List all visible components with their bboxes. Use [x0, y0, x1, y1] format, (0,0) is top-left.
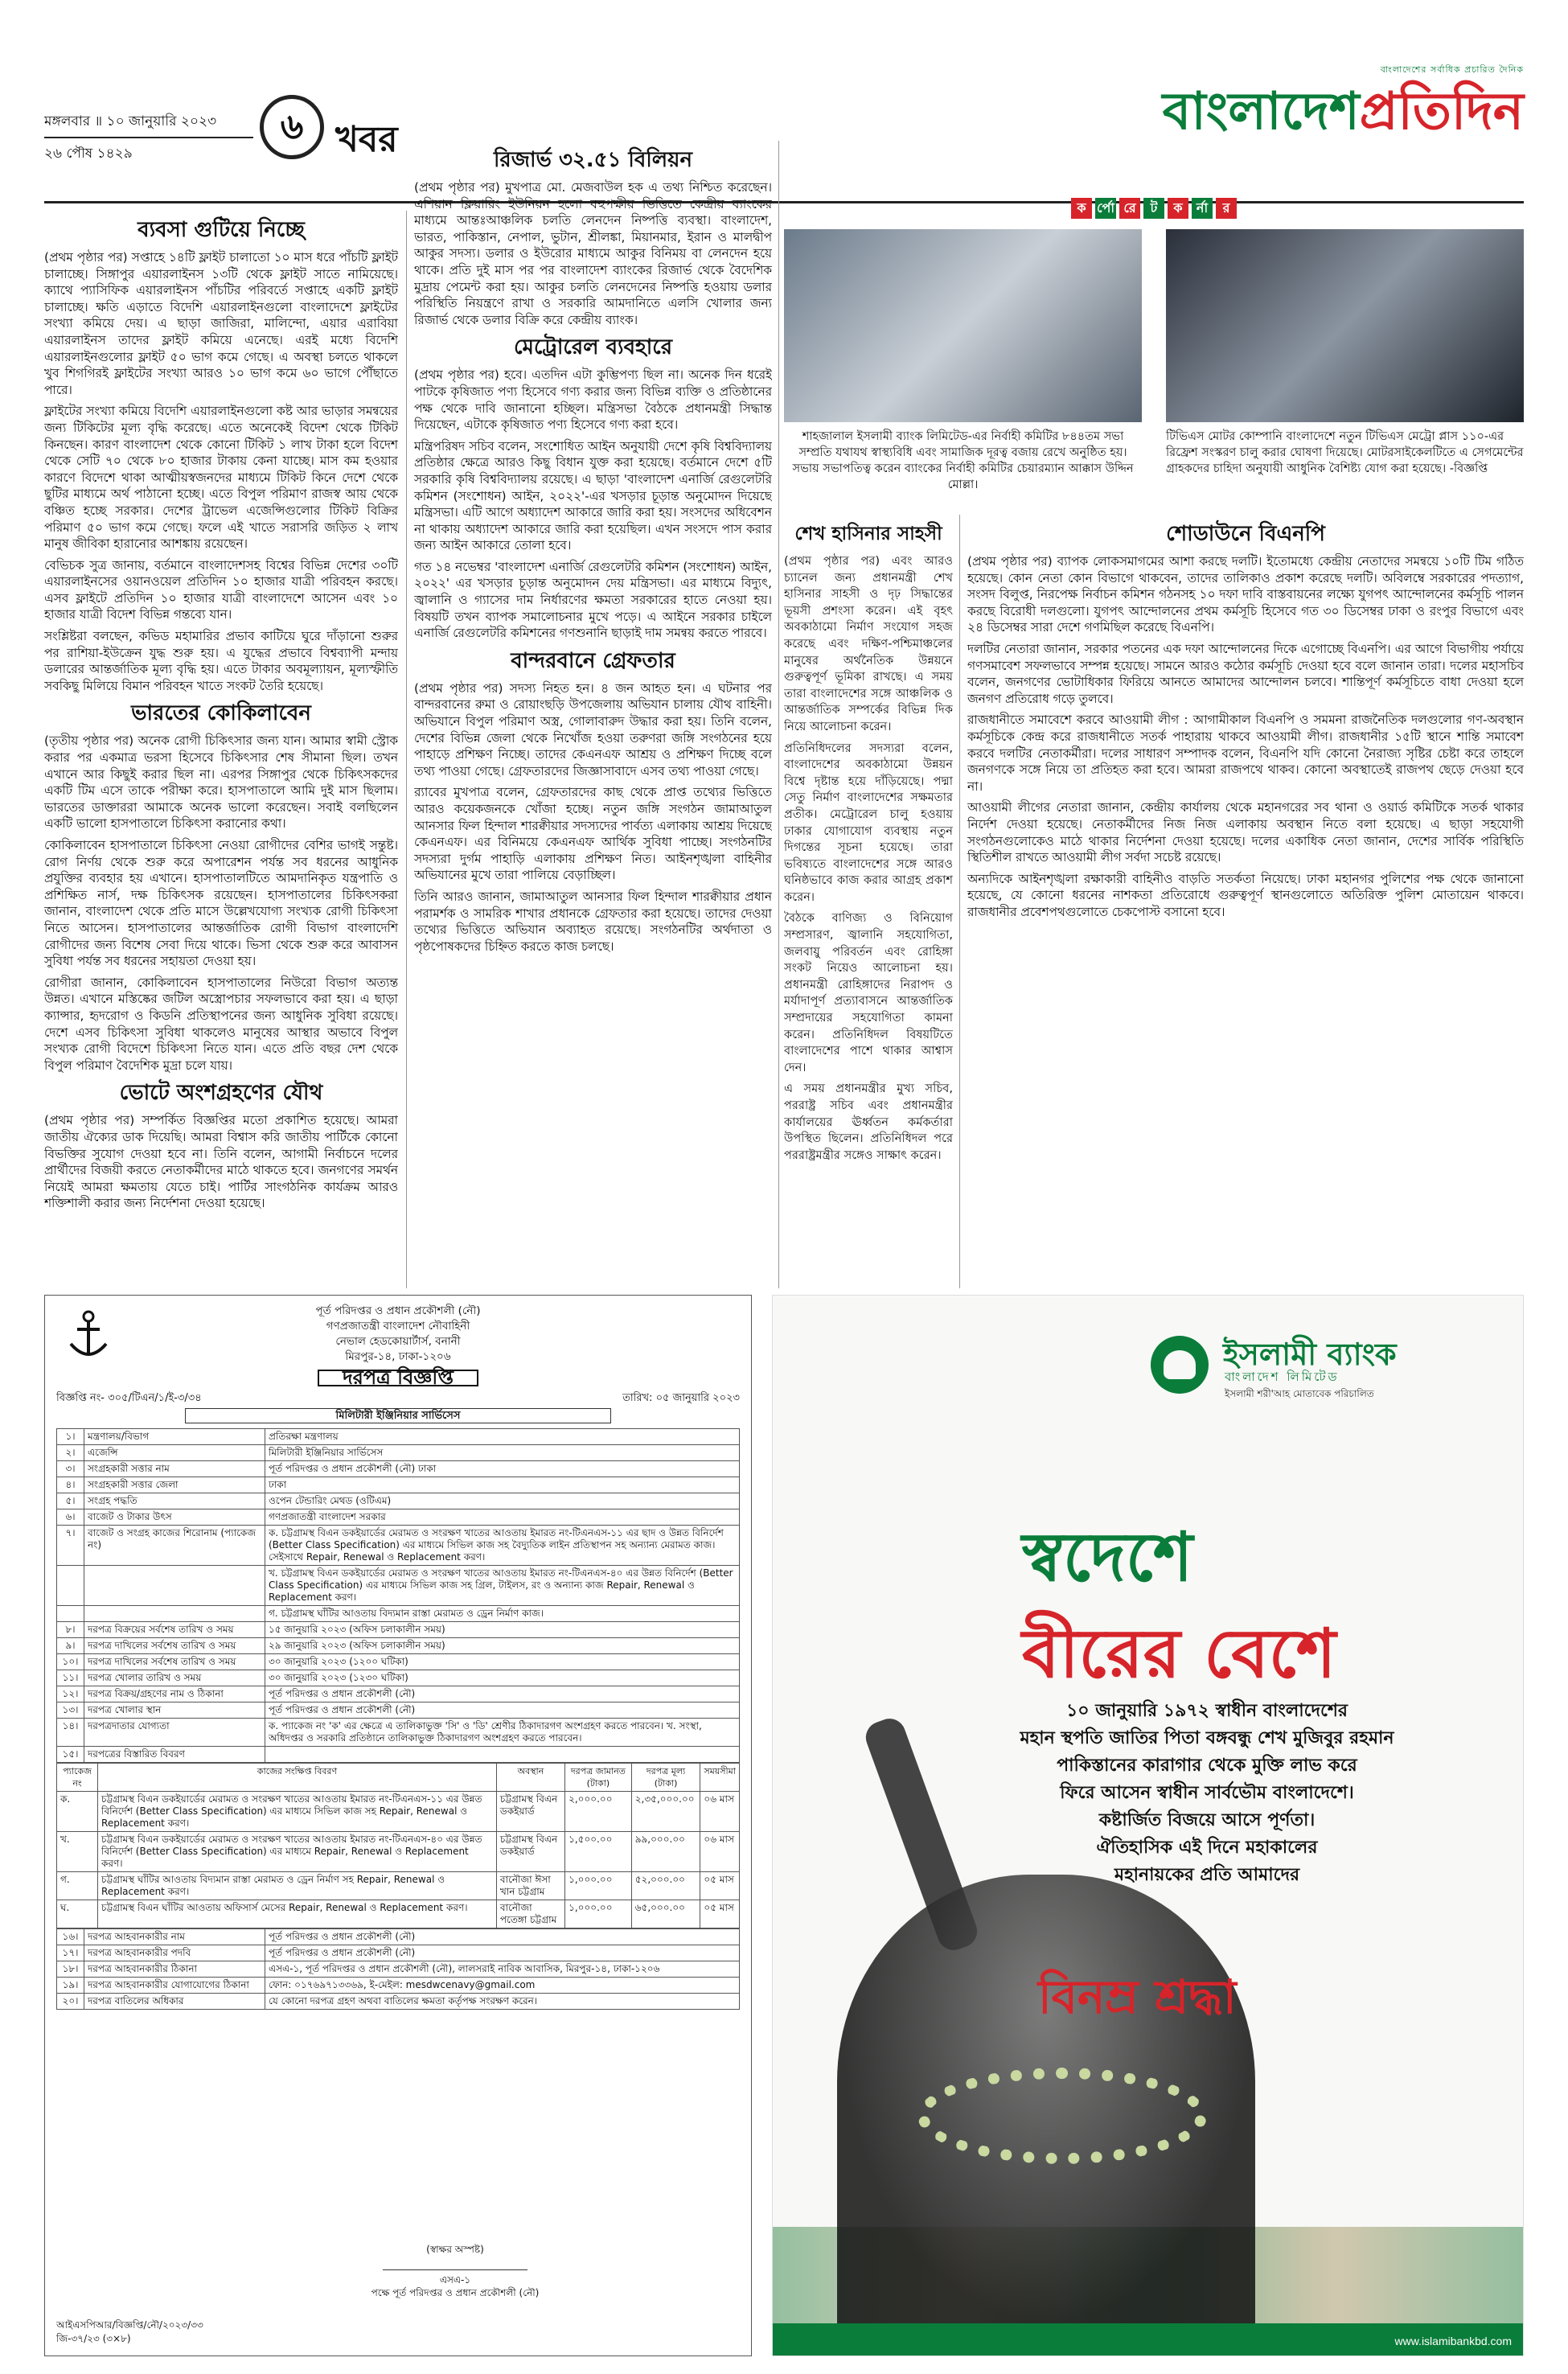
table-row: [57, 1719, 740, 1747]
table-row: [57, 1429, 740, 1445]
table-row: [57, 1566, 740, 1606]
motorcycle-launch-photo: [1166, 229, 1524, 422]
article-paragraph: (প্রথম পৃষ্ঠার পর) সম্পর্কিত বিজ্ঞপ্তির মতো প্রকাশিত হয়েছে। আমরা জাতীয় ঐক্যের ডাক দিয়েছি। আমরা বিশ্বাস করি জাতীয় পার্টিকে কোনো বিভক্তির সুযোগ দেওয়া হবে না। তিনি বলেন, আগামী নির্বাচনে দলের প্রার্থীদের বিজয়ী করতে নেতাকর্মীদের মাঠে থাকতে হবে। জনগণের সমর্থন নিয়েই আমরা ক্ষমতায় যেতে চাই। পার্টির সাংগঠনিক কার্যক্রম আরও শক্তিশালী করার জন্য নির্দেশনা দেওয়া হয়েছে।: [44, 1113, 398, 1211]
lot-cell-fee: ১,০০০.০০: [565, 1872, 632, 1900]
title-letter: ক: [1168, 198, 1188, 219]
garland-image: [917, 2068, 1207, 2164]
row-number: ৫।: [57, 1493, 84, 1509]
table-row: [57, 1477, 740, 1493]
row-value: ক. প্যাকেজ নং 'ক' এর ক্ষেত্রে এ তালিকাভুক্ত 'সি' ও 'ডি' শ্রেণীর ঠিকাদারগণ অংশগ্রহণ করতে পারবেন। খ. সংস্থা, অধিদপ্তর ও সরকারি প্রতিষ্ঠানে তালিকাভুক্ত ঠিকাদারগণ অংশগ্রহণ করতে পারবেন।: [265, 1719, 740, 1747]
row-number: [57, 1606, 84, 1622]
ad-body-line: কষ্টার্জিত বিজয়ে আসে পূর্ণতা।: [1098, 1810, 1316, 1830]
row-label: দরপত্র বাতিলের অধিকার: [84, 1994, 265, 2010]
lot-cell-loc: বানৌজা ঈসা খান চট্টগ্রাম: [496, 1872, 564, 1900]
lot-cell-time: ০৬ মাস: [700, 1792, 740, 1832]
row-label: বাজেট ও সংগ্রহ কাজের শিরোনাম (প্যাকেজ নং): [84, 1526, 265, 1566]
row-value: মিলিটারী ইঞ্জিনিয়ার সার্ভিসেস: [265, 1445, 740, 1461]
lot-cell-time: ০৬ মাস: [700, 1832, 740, 1872]
ad-body-line: ঐতিহাসিক এই দিনে মহাকালের: [1096, 1838, 1318, 1858]
ad-body: [901, 1698, 1513, 1889]
row-label: দরপত্র বিক্রয়/গ্রহণের নাম ও ঠিকানা: [84, 1686, 265, 1702]
article-paragraph: (প্রথম পৃষ্ঠার পর) সদস্য নিহত হন। ৪ জন আহত হন। এ ঘটনার পর বান্দরবানের রুমা ও রোয়াংছড়ি উপজেলায় অভিযান চালায় যৌথ বাহিনী। অভিযানে বিপুল পরিমাণ অস্ত্র, গোলাবারুদ উদ্ধার করা হয়। তিনি বলেন, দেশের বিভিন্ন জেলা থেকে নিখোঁজ হওয়া তরুণরা জঙ্গি সংগঠনের হয়ে পাহাড়ে প্রশিক্ষণ নিচ্ছে। তাদের কেএনএফ আশ্রয় ও প্রশিক্ষণ দিচ্ছে বলে তথ্য পাওয়া গেছে। গ্রেফতারদের জিজ্ঞাসাবাদে এসব তথ্য পাওয়া গেছে।: [414, 680, 772, 778]
lot-cell-sec: ৬৫,০০০.০০: [631, 1900, 700, 1928]
lot-cell-desc: চট্টগ্রামস্থ ঘাঁটির আওতায় বিদ্যমান রাস্তা মেরামত ও ড্রেন নির্মাণ সহ Repair, Renewal ও Replacement করণ।: [98, 1872, 497, 1900]
bank-logo-name: ইসলামী ব্যাংক: [1223, 1337, 1397, 1372]
row-value: [265, 1747, 740, 1763]
table-row: [57, 1994, 740, 2010]
article-paragraph: (প্রথম পৃষ্ঠার পর) ব্যাপক লোকসমাগমের আশা করছে দলটি। ইতোমধ্যে কেন্দ্রীয় নেতাদের সমন্বয়ে ১০টি টিম গঠিত হয়েছে। কোন নেতা কোন বিভাগে থাকবেন, তাদের তালিকাও প্রকাশ করেছে দলটি। অবিলম্বে সরকারের পদত্যাগ, সংসদ বিলুপ্ত, নিরপেক্ষ নির্বাচন কমিশন গঠনসহ ১০ দফা দাবি বাস্তবায়নের লক্ষ্যে যুগপৎ আন্দোলনের কর্মসূচি পালন করছে বিরোধী দলগুলো। যুগপৎ আন্দোলনের প্রথম কর্মসূচি হিসেবে গত ৩০ ডিসেম্বর ঢাকা ও রংপুর বিভাগে এবং ২৪ ডিসেম্বর সারা দেশে গণমিছিল করেছে বিএনপি।: [967, 554, 1524, 635]
row-number: ৭।: [57, 1526, 84, 1566]
table-row: [57, 1978, 740, 1994]
row-value: পূর্ত পরিদপ্তর ও প্রধান প্রকৌশলী (নৌ) ঢাকা: [265, 1461, 740, 1477]
row-number: ১।: [57, 1429, 84, 1445]
date-box: [44, 108, 253, 170]
headline-kokilaben: ভারতের কোকিলাবেন: [131, 701, 311, 726]
lot-column-header: অবস্থান: [496, 1764, 564, 1792]
article-paragraph: অন্যদিকে আইনশৃঙ্খলা রক্ষাকারী বাহিনীও বাড়তি সতর্কতা নিয়েছে। ঢাকা মহানগর পুলিশের পক্ষ থেকে জানানো হয়েছে, যে কোনো ধরনের নাশকতা প্রতিরোধে গুরুত্বপূর্ণ স্থানগুলোতে অতিরিক্ত পুলিশ মোতায়েন থাকবে। রাজধানীর প্রবেশপথগুলোতে চেকপোস্ট বসানো হবে।: [967, 871, 1524, 919]
row-label: বাজেট ও টাকার উৎস: [84, 1509, 265, 1526]
ad-respect: বিনম্র শ্রদ্ধা: [1038, 1969, 1237, 2024]
table-row: [57, 1945, 740, 1961]
table-row: [57, 1509, 740, 1526]
lot-cell-sec: ২,৩৫,০০০.০০: [631, 1792, 700, 1832]
photo-caption: শাহজালাল ইসলামী ব্যাংক লিমিটেড-এর নির্বাহী কমিটির ৮৪৪তম সভা সম্প্রতি যথাযথ স্বাস্থ্যবিধি এবং সামাজিক দূরত্ব বজায় রেখে অনুষ্ঠিত হয়। সভায় সভাপতিত্ব করেন ব্যাংকের নির্বাহী কমিটির চেয়ারম্যান আক্কাস উদ্দিন মোল্লা।: [792, 430, 1134, 491]
row-value: পূর্ত পরিদপ্তর ও প্রধান প্রকৌশলী (নৌ): [265, 1929, 740, 1945]
row-label: দরপত্রদাতার যোগ্যতা: [84, 1719, 265, 1747]
row-value: ২৯ জানুয়ারি ২০২৩ (অফিস চলাকালীন সময়): [265, 1638, 740, 1654]
article-paragraph: ফ্লাইটের সংখ্যা কমিয়ে বিদেশি এয়ারলাইনগুলো কষ্ট আর ভাড়ার সমন্বয়ের জন্য টিকিটের মূল্য বৃদ্ধি করেছে। এতে অনেকেই বিদেশ থেকে টিকিট কিনছেন। কারণ বাংলাদেশ থেকে কোনো টিকিট ১ লাখ টাকা হলে বিদেশ থেকে সেটি ৭০ থেকে ৮০ হাজার টাকায় কেনা যাচ্ছে। মাস কম হওয়ার কারণে বিদেশে থাকা আত্মীয়স্বজনদের মাধ্যমে টিকিট কিনে দেশে থেকে ছুটির মাধ্যমে অর্থ পাঠানো হচ্ছে। এতে বিপুল পরিমাণ রাজস্ব আয় থেকে বঞ্চিত হচ্ছে সরকার। দেশের ট্রাভেল এজেন্সিগুলোর টিকিট বিক্রির পরিমাণ ৫০ ভাগ কমে গেছে। ফলে এই খাতে সরাসরি জড়িত ২ লাখ মানুষ জীবিকা হারানোর আশঙ্কায় রয়েছেন।: [44, 404, 398, 552]
ad-headline: স্বদেশে: [1022, 1518, 1193, 1596]
headline-metrorail: মেট্রোরেল ব্যবহারে: [513, 335, 673, 360]
table-row: [57, 1654, 740, 1670]
article-paragraph: (প্রথম পৃষ্ঠার পর) মুখপাত্র মো. মেজবাউল হক এ তথ্য নিশ্চিত করেছেন। এশিয়ান ক্লিয়ারিং ইউনিয়ন হলো বহুপক্ষীয় ভিত্তিতে কেন্দ্রীয় ব্যাংকের মাধ্যমে আন্তঃআঞ্চলিক চলতি লেনদেন নিষ্পত্তি ব্যবস্থা। বাংলাদেশ, ভারত, পাকিস্তান, নেপাল, ভুটান, শ্রীলঙ্কা, মিয়ানমার, ইরান ও মালদ্বীপ আকুর সদস্য। ডলার ও ইউরোর মাধ্যমে আকুর বিনিময় বা লেনদেন হয়ে থাকে। প্রতি দুই মাস পর পর বাংলাদেশ ব্যাংকের রিজার্ভ থেকে বৈদেশিক মুদ্রায় পেমেন্ট করা হয়। আকুর চলতি লেনদেনের নিষ্পত্তি হওয়ায় ডলার পরিস্থিতি নিয়ন্ত্রণে রাখা ও সরকারি আমদানিতে এলসি খোলার জন্য রিজার্ভ থেকে ডলার বিক্রি করে কেন্দ্রীয় ব্যাংক।: [414, 180, 772, 327]
row-label: দরপত্র বিক্রয়ের সর্বশেষ তারিখ ও সময়: [84, 1622, 265, 1638]
table-row: [57, 1747, 740, 1763]
title-letter: র্পো: [1095, 198, 1116, 219]
tender-footer-code: জি-৩৭/২৩ (৩×৮): [56, 2333, 131, 2344]
table-row: [57, 1792, 740, 1832]
tender-header-line: গণপ্রজাতন্ত্রী বাংলাদেশ নৌবাহিনী: [326, 1320, 470, 1333]
bank-logo-tagline: ইসলামী শরী'আহ মোতাবেক পরিচালিত: [1225, 1388, 1374, 1399]
lot-cell-time: ০৫ মাস: [700, 1900, 740, 1928]
logo-accent: প্রতিদিন: [1359, 82, 1524, 142]
article-paragraph: কোকিলাবেন হাসপাতালে চিকিৎসা নেওয়া রোগীদের বেশির ভাগই সন্তুষ্ট। রোগ নির্ণয় থেকে শুরু করে অপারেশন পর্যন্ত সব ধরনের আধুনিক প্রযুক্তির ব্যবহার হয় এখানে। হাসপাতালটিতে আমদানিকৃত যন্ত্রপাতি ও প্রশিক্ষিত নার্স, দক্ষ চিকিৎসক রয়েছেন। হাসপাতালের চিকিৎসকরা জানান, বাংলাদেশ থেকে প্রতি মাসে উল্লেখযোগ্য সংখ্যক রোগী চিকিৎসা নিতে আসেন। হাসপাতালের আন্তর্জাতিক রোগী বিভাগ বাংলাদেশি রোগীদের জন্য বিশেষ সেবা দিয়ে থাকে। ভিসা থেকে শুরু করে আবাসন সুবিধা পর্যন্ত সব ধরনের সহায়তা দেওয়া হয়।: [44, 838, 398, 969]
row-number: ১৪।: [57, 1719, 84, 1747]
table-row: [57, 1445, 740, 1461]
article-paragraph: (প্রথম পৃষ্ঠার পর) এবং আরও চ্যানেল জন্য প্রধানমন্ত্রী শেখ হাসিনার সাহসী ও দৃঢ় সিদ্ধান্তের ভূয়সী প্রশংসা করেন। এই বৃহৎ অবকাঠামো নির্মাণ সংযোগ সহজ করেছে এবং দক্ষিণ-পশ্চিমাঞ্চলের মানুষের অর্থনৈতিক উন্নয়নে গুরুত্বপূর্ণ ভূমিকা রাখছে। এ সময় তারা বাংলাদেশের সঙ্গে আঞ্চলিক ও আন্তর্জাতিক সম্পর্কের বিভিন্ন দিক নিয়ে আলোচনা করেন।: [784, 554, 953, 733]
logo-tagline: বাংলাদেশের সর্বাধিক প্রচারিত দৈনিক: [1380, 64, 1524, 75]
row-number: ১৭।: [57, 1945, 84, 1961]
table-row: [57, 1900, 740, 1928]
column-4: [967, 515, 1524, 1288]
title-letter: রে: [1119, 198, 1140, 219]
signature-block: [335, 2243, 576, 2299]
article-paragraph: মন্ত্রিপরিষদ সচিব বলেন, সংশোধিত আইন অনুযায়ী দেশে কৃষি বিশ্ববিদ্যালয় প্রতিষ্ঠার ক্ষেত্রে আরও কিছু বিধান যুক্ত করা হয়েছে। বর্তমানে দেশে ৫টি সরকারি কৃষি বিশ্ববিদ্যালয় রয়েছে। এ ছাড়া 'বাংলাদেশ এনার্জি রেগুলেটরি কমিশন (সংশোধন) আইন, ২০২২'-এর খসড়ার চূড়ান্ত অনুমোদন দিয়েছে মন্ত্রিসভা। এটি আগে অধ্যাদেশ আকারে জারি করা হয়। সংসদের অধিবেশন না থাকায় অধ্যাদেশ আকারে জারি করা হয়েছিল। এখন সংসদে পাস করার জন্য আইন আকারে তোলা হবে।: [414, 438, 772, 553]
row-label: দরপত্র দাখিলের সর্বশেষ তারিখ ও সময়: [84, 1654, 265, 1670]
page-number: ৬: [260, 95, 324, 159]
article-paragraph: র‍্যাবের মুখপাত্র বলেন, গ্রেফতারদের কাছ থেকে প্রাপ্ত তথ্যের ভিত্তিতে আরও কয়েকজনকে খোঁজা হচ্ছে। নতুন জঙ্গি সংগঠন জামাআতুল আনসার ফিল হিন্দাল শারক্বীয়ার সদস্যদের পার্বত্য এলাকায় আশ্রয় দিয়েছে কেএনএফ। এর বিনিময়ে কেএনএফ আর্থিক সুবিধা পাচ্ছে। সংগঠনটির সদস্যরা দুর্গম পাহাড়ি এলাকায় প্রশিক্ষণ নিত। আইনশৃঙ্খলা বাহিনীর অভিযানের মুখে তারা পালিয়ে বেড়াচ্ছিল।: [414, 785, 772, 883]
lot-cell-id: খ.: [57, 1832, 98, 1872]
signature-line: পক্ষে পূর্ত পরিদপ্তর ও প্রধান প্রকৌশলী (নৌ): [371, 2287, 540, 2298]
lot-column-header: কাজের সংক্ষিপ্ত বিবরণ: [98, 1764, 497, 1792]
column-1: [44, 211, 398, 1288]
lot-cell-desc: চট্টগ্রামস্থ বিএন ঘাঁটির আওতায় অফিসার্স মেসের Repair, Renewal ও Replacement করণ।: [98, 1900, 497, 1928]
ad-body-line: মহান স্থপতি জাতির পিতা বঙ্গবন্ধু শেখ মুজিবুর রহমান: [1020, 1728, 1394, 1748]
bangla-date: ২৬ পৌষ ১৪২৯: [44, 146, 133, 162]
title-letter: র্না: [1192, 198, 1213, 219]
row-value: গণপ্রজাতন্ত্রী বাংলাদেশ সরকার: [265, 1509, 740, 1526]
article-paragraph: (প্রথম পৃষ্ঠার পর) সপ্তাহে ১৪টি ফ্লাইট চালাতো ১০ মাস ধরে পাঁচটি ফ্লাইট চালাচ্ছে। সিঙ্গাপুর এয়ারলাইনস ১৩টি থেকে ফ্লাইট সাতে নামিয়েছে। ক্যাথে প্যাসিফিক এয়ারলাইনস পাঁচটির পরিবর্তে সপ্তাহে একটি ফ্লাইট চালাচ্ছে। ক্ষতি এড়াতে বিদেশি এয়ারলাইনগুলো বাংলাদেশে ফ্লাইটের সংখ্যা কমিয়ে দেয়। এ ছাড়া জাজিরা, মালিন্দো, এয়ার এরাবিয়া এয়ারলাইনস তাদের ফ্লাইট কমিয়ে এনেছে। এরই মধ্যে বিদেশি এয়ারলাইনগুলোর ফ্লাইট ৫০ ভাগ কমে গেছে। এ অবস্থা চলতে থাকলে খুব শিগগিরই ফ্লাইটের সংখ্যা আরও ১০ ভাগ কমে ৬০ ভাগে পৌঁছাতে পারে।: [44, 250, 398, 397]
column-divider: [406, 211, 407, 1288]
article-paragraph: প্রতিনিধিদলের সদস্যরা বলেন, বাংলাদেশের অবকাঠামো উন্নয়ন বিশ্বে দৃষ্টান্ত হয়ে দাঁড়িয়েছে। পদ্মা সেতু নির্মাণ বাংলাদেশের সক্ষমতার প্রতীক। মেট্রোরেল চালু হওয়ায় ঢাকার যোগাযোগ ব্যবস্থায় নতুন দিগন্তের সূচনা হয়েছে। তারা ভবিষ্যতে বাংলাদেশের সঙ্গে আরও ঘনিষ্ঠভাবে কাজ করার আগ্রহ প্রকাশ করেন।: [784, 741, 953, 904]
title-letter: ক: [1071, 198, 1092, 219]
lot-cell-fee: ১,০০০.০০: [565, 1900, 632, 1928]
lot-cell-loc: চট্টগ্রামস্থ বিএন ডকইয়ার্ড: [496, 1832, 564, 1872]
row-number: ১০।: [57, 1654, 84, 1670]
row-number: [57, 1566, 84, 1606]
row-number: ৩।: [57, 1461, 84, 1477]
article-paragraph: রোগীরা জানান, কোকিলাবেন হাসপাতালের নিউরো বিভাগ অত্যন্ত উন্নত। এখানে মস্তিষ্কের জটিল অস্ত্রোপচার সফলভাবে করা হয়। এ ছাড়া ক্যান্সার, হৃদরোগ ও কিডনি প্রতিস্থাপনের জন্য আধুনিক সুবিধা রয়েছে। দেশে এসব চিকিৎসা সুবিধা থাকলেও মানুষের আস্থার অভাবে বিপুল সংখ্যক রোগী বিদেশে চিকিৎসা নিতে যান। এতে প্রতি বছর দেশ থেকে বিপুল পরিমাণ বৈদেশিক মুদ্রা চলে যায়।: [44, 975, 398, 1073]
lot-column-header: দরপত্র জামানত (টাকা): [565, 1764, 632, 1792]
ad-body-line: মহানায়কের প্রতি আমাদের: [1114, 1865, 1300, 1885]
photo-caption: টিভিএস মোটর কোম্পানি বাংলাদেশে নতুন টিভিএস মেট্রো প্লাস ১১০-এর রিফ্রেশ সংস্করণ চালু করার ঘোষণা দিয়েছে। মোটরসাইকেলটিতে এ সেগমেন্টের গ্রাহকদের চাহিদা অনুযায়ী আধুনিক বৈশিষ্ট্য যোগ করা হয়েছে। -বিজ্ঞপ্তি: [1166, 430, 1524, 475]
bank-advertisement: [772, 1295, 1524, 2356]
tender-header-line: মিরপুর-১৪, ঢাকা-১২০৬: [345, 1350, 451, 1363]
headline-business: ব্যবসা গুটিয়ে নিচ্ছে: [138, 218, 305, 242]
row-number: ১৫।: [57, 1747, 84, 1763]
row-value: পূর্ত পরিদপ্তর ও প্রধান প্রকৌশলী (নৌ): [265, 1702, 740, 1719]
row-number: ২০।: [57, 1994, 84, 2010]
tender-ref-date: তারিখ: ০৫ জানুয়ারি ২০২৩: [622, 1392, 740, 1404]
article-paragraph: রাজধানীতে সমাবেশে করবে আওয়ামী লীগ : আগামীকাল বিএনপি ও সমমনা রাজনৈতিক দলগুলোর গণ-অবস্থান কর্মসূচিকে কেন্দ্র করে রাজধানীতে সতর্ক পাহারায় থাকবে আওয়ামী লীগ। রাজধানীর ১৫টি স্থানে শান্তি সমাবেশ করবে দলটির নেতাকর্মীরা। দলের সাধারণ সম্পাদক বলেন, বিএনপি যদি কোনো নৈরাজ্য সৃষ্টির চেষ্টা করে তাহলে জনগণকে সঙ্গে নিয়ে তা প্রতিহত করা হবে। আমরা রাজপথে থাকব। কোনো অবস্থাতেই রাজপথ ছেড়ে দেওয়া হবে না।: [967, 713, 1524, 794]
tender-header-line: পূর্ত পরিদপ্তর ও প্রধান প্রকৌশলী (নৌ): [315, 1304, 481, 1317]
tender-ref-number: বিজ্ঞপ্তি নং- ৩০৫/টিএন/১/ই-৩/৩৪: [56, 1392, 202, 1404]
column-divider: [778, 141, 779, 1288]
navy-anchor-icon: [64, 1307, 113, 1363]
row-label: [84, 1606, 265, 1622]
lot-column-header: দরপত্র মূল্য (টাকা): [631, 1764, 700, 1792]
tender-footer: [56, 2319, 740, 2346]
meeting-photo: [784, 229, 1142, 422]
table-row: [57, 1670, 740, 1686]
row-value: পূর্ত পরিদপ্তর ও প্রধান প্রকৌশলী (নৌ): [265, 1945, 740, 1961]
tender-organization: মিলিটারী ইঞ্জিনিয়ার সার্ভিসেস: [185, 1408, 611, 1423]
row-number: ১২।: [57, 1686, 84, 1702]
row-number: ১৯।: [57, 1978, 84, 1994]
table-row: [57, 1622, 740, 1638]
table-row: [57, 1832, 740, 1872]
tender-header-line: নেভাল হেডকোয়ার্টার্স, বনানী: [335, 1335, 461, 1348]
bank-logo-subtitle: বাংলাদেশ লিমিটেড: [1225, 1370, 1340, 1384]
table-row: [57, 1493, 740, 1509]
headline-reserve: রিজার্ভ ৩২.৫১ বিলিয়ন: [493, 148, 692, 172]
article-paragraph: দলটির নেতারা জানান, সরকার পতনের এক দফা আন্দোলনের দিকে এগোচ্ছে বিএনপি। এর আগে বিভাগীয় পর্যায়ে গণসমাবেশ সফলভাবে সম্পন্ন হয়েছে। সামনে আরও কঠোর কর্মসূচি দেওয়া হবে বলে জানান তারা। দলের মহাসচিব বলেন, জনগণের ভোটাধিকার ফিরিয়ে আনতে আমাদের আন্দোলন চলবে। শান্তিপূর্ণ কর্মসূচিতে বাধা দেওয়া হলে জনগণ প্রতিরোধ গড়ে তুলবে।: [967, 641, 1524, 706]
row-label: [84, 1566, 265, 1606]
table-row: [57, 1702, 740, 1719]
lot-cell-desc: চট্টগ্রামস্থ বিএন ডকইয়ার্ডের মেরামত ও সংরক্ষণ খাতের আওতায় ইমারত নং-টিএনএস-৪০ এর উন্নত বিনির্দেশ (Better Class Specification) এর মাধ্যমে Repair, Renewal ও Replacement করণ।: [98, 1832, 497, 1872]
logo-main: বাংলাদেশ: [1162, 82, 1360, 142]
table-row: [57, 1929, 740, 1945]
article-paragraph: এ সময় প্রধানমন্ত্রীর মুখ্য সচিব, পররাষ্ট্র সচিব এবং প্রধানমন্ত্রীর কার্যালয়ের ঊর্ধ্বতন কর্মকর্তারা উপস্থিত ছিলেন। প্রতিনিধিদল পরে পররাষ্ট্রমন্ত্রীর সঙ্গেও সাক্ষাৎ করেন।: [784, 1082, 953, 1162]
lot-column-header: প্যাকেজ নং: [57, 1764, 98, 1792]
lot-cell-fee: ১,৫০০.০০: [565, 1832, 632, 1872]
row-label: এজেন্সি: [84, 1445, 265, 1461]
table-row: [57, 1872, 740, 1900]
lot-cell-sec: ৫২,০০০.০০: [631, 1872, 700, 1900]
lot-cell-sec: ৯৯,০০০.০০: [631, 1832, 700, 1872]
row-number: ১৮।: [57, 1961, 84, 1978]
tender-reference: [56, 1391, 740, 1405]
tender-title: দরপত্র বিজ্ঞপ্তি: [318, 1370, 478, 1386]
tender-notice: [44, 1295, 752, 2356]
bank-logo-icon: [1151, 1336, 1209, 1394]
row-value: ঢাকা: [265, 1477, 740, 1493]
masthead: [44, 63, 1524, 191]
row-value: এসএ-১, পূর্ত পরিদপ্তর ও প্রধান প্রকৌশলী (নৌ), লালসরাই নাবিক আবাসিক, মিরপুর-১৪, ঢাকা-১২০৬: [265, 1961, 740, 1978]
corporate-corner: [784, 197, 1524, 515]
row-value: ওপেন টেন্ডারিং মেথড (ওটিএম): [265, 1493, 740, 1509]
tender-info-table: [56, 1428, 740, 1763]
row-label: দরপত্র দাখিলের সর্বশেষ তারিখ ও সময়: [84, 1638, 265, 1654]
row-value: ৩০ জানুয়ারি ২০২৩ (১২০০ ঘটিকা): [265, 1654, 740, 1670]
tender-contact-table: [56, 1928, 740, 2010]
table-row: [57, 1638, 740, 1654]
lot-cell-time: ০৫ মাস: [700, 1872, 740, 1900]
article-paragraph: আওয়ামী লীগের নেতারা জানান, কেন্দ্রীয় কার্যালয় থেকে মহানগরের সব থানা ও ওয়ার্ড কমিটিকে সতর্ক থাকার নির্দেশ দেওয়া হয়েছে। নেতাকর্মীদের নিজ নিজ এলাকায় অবস্থান নিতে বলা হয়েছে। এ ছাড়া সহযোগী সংগঠনগুলোকেও মাঠে থাকার নির্দেশনা দেওয়া হয়েছে। দলের একাধিক নেতা জানান, দেশের সার্বিক পরিস্থিতি স্থিতিশীল রাখতে আওয়ামী লীগ সর্বদা সচেষ্ট রয়েছে।: [967, 800, 1524, 865]
bank-logo: [1151, 1328, 1488, 1424]
row-label: দরপত্র আহবানকারীর পদবি: [84, 1945, 265, 1961]
article-paragraph: গত ১৪ নভেম্বর 'বাংলাদেশ এনার্জি রেগুলেটরি কমিশন (সংশোধন) আইন, ২০২২' এর খসড়ার চূড়ান্ত অনুমোদন দেয় মন্ত্রিসভা। এর মাধ্যমে বিদ্যুৎ, জ্বালানি ও গ্যাসের দাম নির্ধারণের ক্ষমতা সরকারের হাতে নেওয়া হয়। বিষয়টি তখন ব্যাপক সমালোচনার মুখে পড়ে। এ আইনে সরকার চাইলে এনার্জি রেগুলেটরি কমিশনের গণশুনানি ছাড়াই দাম সমন্বয় করতে পারবে।: [414, 559, 772, 641]
article-paragraph: বৈঠকে বাণিজ্য ও বিনিয়োগ সম্প্রসারণ, জ্বালানি সহযোগিতা, জলবায়ু পরিবর্তন এবং রোহিঙ্গা সংকট নিয়েও আলোচনা হয়। প্রধানমন্ত্রী রোহিঙ্গাদের নিরাপদ ও মর্যাদাপূর্ণ প্রত্যাবাসনে আন্তর্জাতিক সম্প্রদায়ের সহযোগিতা কামনা করেন। প্রতিনিধিদল বিষয়টিতে বাংলাদেশের পাশে থাকার আশ্বাস দেন।: [784, 911, 953, 1074]
row-number: ১১।: [57, 1670, 84, 1686]
row-label: দরপত্র আহবানকারীর নাম: [84, 1929, 265, 1945]
headline-bandarban: বান্দরবানে গ্রেফতার: [511, 648, 675, 673]
lot-cell-id: ক.: [57, 1792, 98, 1832]
logo-title: [1154, 78, 1524, 146]
title-letter: ট: [1143, 198, 1164, 219]
lot-cell-loc: বানৌজা পতেঙ্গা চট্টগ্রাম: [496, 1900, 564, 1928]
row-number: ২।: [57, 1445, 84, 1461]
row-number: ৬।: [57, 1509, 84, 1526]
lot-column-header: সময়সীমা: [700, 1764, 740, 1792]
date-line: মঙ্গলবার ॥ ১০ জানুয়ারি ২০২৩: [44, 108, 253, 138]
column-2: [414, 141, 772, 1288]
row-label: সংগ্রহ পদ্ধতি: [84, 1493, 265, 1509]
row-number: ৪।: [57, 1477, 84, 1493]
row-number: ৮।: [57, 1622, 84, 1638]
table-row: [57, 1606, 740, 1622]
ad-body-line: ফিরে আসেন স্বাধীন সার্বভৌম বাংলাদেশে।: [1060, 1783, 1354, 1803]
row-label: দরপত্র খোলার তারিখ ও সময়: [84, 1670, 265, 1686]
row-label: সংগ্রহকারী সত্তার নাম: [84, 1461, 265, 1477]
ad-footer-bar: [773, 2323, 1524, 2356]
ad-body-line: পাকিস্তানের কারাগার থেকে মুক্তি লাভ করে: [1057, 1756, 1357, 1776]
article-paragraph: তিনি আরও জানান, জামাআতুল আনসার ফিল হিন্দাল শারক্বীয়ার প্রধান পরামর্শক ও সামরিক শাখার প্রধানকে গ্রেফতার করা হয়েছে। তাদের দেওয়া তথ্যের ভিত্তিতে অভিযান অব্যাহত রয়েছে। সংগঠনটির অর্থদাতা ও পৃষ্ঠপোষকদের চিহ্নিত করতে কাজ চলছে।: [414, 889, 772, 954]
headline-bnp: শোডাউনে বিএনপি: [1166, 522, 1325, 546]
lot-cell-desc: চট্টগ্রামস্থ বিএন ডকইয়ার্ডের মেরামত ও সংরক্ষণ খাতের আওতায় ইমারত নং-টিএনএস-১১ এর উন্নত বিনির্দেশ (Better Class Specification) এর মাধ্যমে সিভিল কাজ সহ Repair, Renewal ও Replacement করণ।: [98, 1792, 497, 1832]
lot-cell-loc: চট্টগ্রামস্থ বিএন ডকইয়ার্ড: [496, 1792, 564, 1832]
row-value: যে কোনো দরপত্র গ্রহণ অথবা বাতিলের ক্ষমতা কর্তৃপক্ষ সংরক্ষণ করেন।: [265, 1994, 740, 2010]
row-value: ফোন: ০১৭৬৯৭১৩৩৬৯, ই-মেইল: mesdwcenavy@gmail.com: [265, 1978, 740, 1994]
newspaper-logo: [1154, 63, 1524, 159]
row-value: ১৫ জানুয়ারি ২০২৩ (অফিস চলাকালীন সময়): [265, 1622, 740, 1638]
signature-scribble: (স্বাক্ষর অস্পষ্ট): [383, 2243, 527, 2270]
lot-cell-id: গ.: [57, 1872, 98, 1900]
article-paragraph: সংশ্লিষ্টরা বলছেন, কভিড মহামারির প্রভাব কাটিয়ে ঘুরে দাঁড়ানো শুরুর পর রাশিয়া-ইউক্রেন যুদ্ধ শুরু হয়। এ যুদ্ধের প্রভাবে বিশ্বব্যাপী মন্দায় ডলারের আন্তর্জাতিক মূল্য বৃদ্ধি হয়। এতে টাকার অবমূল্যায়ন, মূল্যস্ফীতি সবকিছু মিলিয়ে বিমান পরিবহন খাতে সংকট তৈরি হয়েছে।: [44, 629, 398, 693]
lot-cell-id: ঘ.: [57, 1900, 98, 1928]
ad-body-line: ১০ জানুয়ারি ১৯৭২ স্বাধীন বাংলাদেশের: [1065, 1701, 1348, 1721]
tender-footer-ref: আইএসপিআর/বিজ্ঞপ্তি/নৌ/২০২৩/৩৩: [56, 2319, 203, 2331]
tender-lots-table: [56, 1763, 740, 1928]
table-row: [57, 1526, 740, 1566]
article-paragraph: (প্রথম পৃষ্ঠার পর) হবে। এতদিন এটা কুম্ভিপণ্য ছিল না। অনেক দিন ধরেই পাটকে কৃষিজাত পণ্য হিসেবে গণ্য করার জন্য বিভিন্ন ব্যক্তি ও প্রতিষ্ঠানের পক্ষ থেকে দাবি জানানো হচ্ছিল। মন্ত্রিসভা বৈঠকে প্রধানমন্ত্রী সিদ্ধান্ত দিয়েছেন, এটাকে কৃষিজাত পণ্য হিসেবে গণ্য করা হবে।: [414, 368, 772, 433]
row-label: দরপত্র আহবানকারীর যোগাযোগের ঠিকানা: [84, 1978, 265, 1994]
table-row: [57, 1686, 740, 1702]
row-value: খ. চট্টগ্রামস্থ বিএন ডকইয়ার্ডের মেরামত ও সংরক্ষণ খাতের আওতায় ইমারত নং-টিএনএস-৪০ এর উন্নত বিনির্দেশ (Better Class Specification) এর মাধ্যমে সিভিল কাজ সহ গ্রিল, টাইলস, রং ও অন্যান্য কাজ Repair, Renewal ও Replacement করণ।: [265, 1566, 740, 1606]
lot-cell-fee: ২,০০০.০০: [565, 1792, 632, 1832]
row-number: ৯।: [57, 1638, 84, 1654]
article-paragraph: (তৃতীয় পৃষ্ঠার পর) অনেক রোগী চিকিৎসার জন্য যান। আমার স্বামী স্ট্রোক করার পর একমাত্র ভরসা হিসেবে চিকিৎসার শেষ সীমানা ছিল। তখন এখানে আর কিছুই করার ছিল না। এরপর সিঙ্গাপুর থেকে চিকিৎসকদের একটি টিম এসে তাকে পরীক্ষা করে। হাসপাতালে আমি দুই মাস ছিলাম। ভারতের ডাক্তাররা আমাকে অনেক ভালো করেছেন। সবাই বলছিলেন একটি ভালো হাসপাতালে চিকিৎসা করানোর কথা।: [44, 733, 398, 832]
row-label: মন্ত্রণালয়/বিভাগ: [84, 1429, 265, 1445]
ad-headline-2: বীরের বেশে: [1022, 1614, 1336, 1693]
row-number: ১৬।: [57, 1929, 84, 1945]
column-divider: [959, 515, 960, 1288]
table-row: [57, 1961, 740, 1978]
row-value: ক. চট্টগ্রামস্থ বিএন ডকইয়ার্ডের মেরামত ও সংরক্ষণ খাতের আওতায় ইমারত নং-টিএনএস-১১ এর ছাদ ও উন্নত বিনির্দেশ (Better Class Specification) এর মাধ্যমে সিভিল কাজ সহ বৈদ্যুতিক লাইন প্রতিস্থাপন সহ অন্যান্য মেরামত কাজ। সেইসাথে Repair, Renewal ও Replacement করণ।: [265, 1526, 740, 1566]
column-3: [784, 515, 953, 1288]
row-label: দরপত্রের বিস্তারিত বিবরণ: [84, 1747, 265, 1763]
bank-website-link[interactable]: www.islamibankbd.com: [1394, 2335, 1512, 2347]
row-value: গ. চট্টগ্রামস্থ ঘাঁটির আওতায় বিদ্যমান রাস্তা মেরামত ও ড্রেন নির্মাণ কাজ।: [265, 1606, 740, 1622]
headline-vote: ভোটে অংশগ্রহণের যৌথ: [119, 1081, 323, 1106]
row-value: প্রতিরক্ষা মন্ত্রণালয়: [265, 1429, 740, 1445]
row-number: ১৩।: [57, 1702, 84, 1719]
row-label: দরপত্র আহবানকারীর ঠিকানা: [84, 1961, 265, 1978]
section-name: খবর: [335, 119, 398, 160]
row-value: পূর্ত পরিদপ্তর ও প্রধান প্রকৌশলী (নৌ): [265, 1686, 740, 1702]
signature-line: এসএ-১: [439, 2274, 471, 2286]
row-value: ৩০ জানুয়ারি ২০২৩ (১২৩০ ঘটিকা): [265, 1670, 740, 1686]
title-letter: র: [1216, 198, 1237, 219]
article-paragraph: বেভিচক সুত্র জানায়, বর্তমানে বাংলাদেশসহ বিশ্বের বিভিন্ন দেশের ৩০টি এয়ারলাইনসের ওয়ানওয়েল প্রতিদিন ১০ হাজার যাত্রী পরিবহন করছে। এসব ফ্লাইটে প্রতিদিন ১০ হাজার যাত্রী বাংলাদেশে আসেন এবং ১০ হাজার যাত্রী বিদেশ বিভিন্ন গন্তব্যে যান।: [44, 557, 398, 622]
tender-header: [56, 1304, 740, 1365]
row-label: সংগ্রহকারী সত্তার জেলা: [84, 1477, 265, 1493]
row-label: দরপত্র খোলার স্থান: [84, 1702, 265, 1719]
headline-hasina: শেখ হাসিনার সাহসী: [794, 524, 942, 544]
table-row: [57, 1461, 740, 1477]
corporate-corner-title: [784, 197, 1524, 219]
